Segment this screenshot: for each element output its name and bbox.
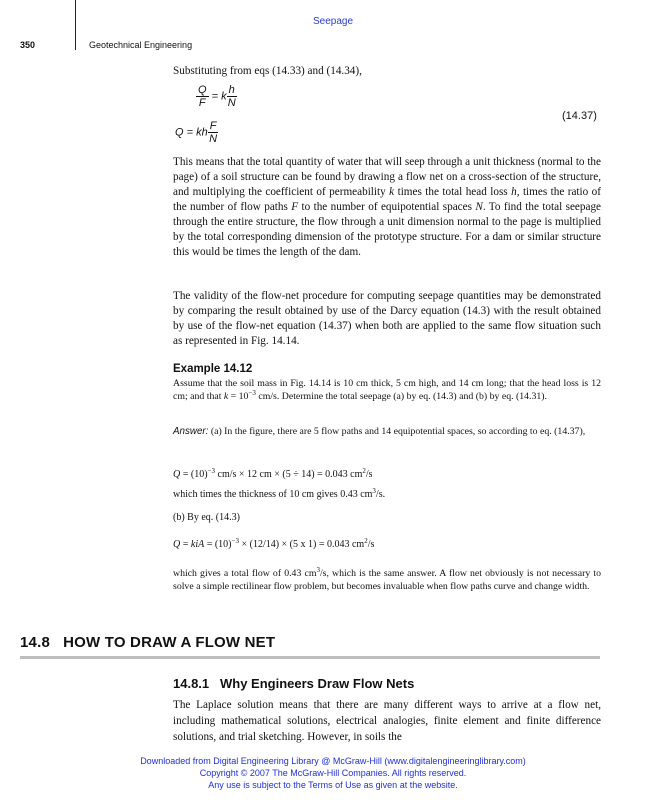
footer-copyright-line: Copyright © 2007 The McGraw-Hill Companies. All rights reserved. [199,768,467,778]
example-title: Example 14.12 [173,363,253,375]
equation-line-2: Q = kh $\frac{F}{N}$ [175,120,218,145]
answer-equation-b: Q = kiA = $(10)^{-3} \times (12/14) \times (5$ x 1) = 0.043 $cm^2/s$ [173,537,375,550]
part-b-label: (b) By eq. (14.3) [173,512,240,523]
section-rule [20,656,600,659]
equation-line-1: $\frac{Q}{F}$ = k $\frac{h}{N}$ [198,84,236,109]
equation-number: (14.37) [562,110,597,122]
example-statement: Assume that the soil mass in Fig. 14.14 is 10 cm thick, 5 cm high, and 14 cm long; that the head loss is 12 cm; and that $k = 10^{-3}$ cm/s. Determine the total seepage (a) by eq. (14.3) and (b) by eq. (14.31). [173,378,601,402]
example-answer: Answer: (a) In the figure, there are 5 flow paths and 14 equipotential spaces, so according to eq. (14.37), [173,426,586,437]
paragraph-flow-net-quantity: This means that the total quantity of water that will seep through a unit thickness (normal to the page) of a soil structure can be found by drawing a flow net on a cross-section of the structure, and multiplying the coefficient of permeability k times the total head loss h, times the ratio of the number of flow paths F to the number of equipotential spaces N. To find the total seepage through the entire structure, the flow through a unit dimension normal to the page is multiplied by the total corresponding dimension of the prototype structure. For a dam or similar structure this would be times the length of the dam. [173,156,602,258]
fraction-f-n: $\frac{F}{N}$ [209,120,218,145]
subsection-heading: 14.8.1 Why Engineers Draw Flow Nets [173,676,415,691]
running-header: Seepage [312,16,354,27]
footer-terms-line: Any use is subject to the Terms of Use as given at the website. [208,780,458,790]
thickness-line: which times the thickness of 10 cm gives 0.43 $cm^3/s$. [173,487,386,500]
fraction-q-f: $\frac{Q}{F}$ [198,84,207,109]
page-number: 350 [20,40,36,50]
paragraph-validity: The validity of the flow-net procedure for computing seepage quantities may be demonstrated by comparing the result obtained by use of the Darcy equation (14.3) with the result obtained by use of the flow-net equation (14.37) when both are applied to the same flow situation such as represented in Fig. 14.14. [173,290,601,347]
book-title: Geotechnical Engineering [89,40,193,50]
fraction-h-n: $\frac{h}{N}$ [227,84,236,109]
intro-text: Substituting from eqs (14.33) and (14.34), [173,65,362,77]
example-conclusion: which gives a total flow of 0.43 $cm^3/s$, which is the same answer. A flow net obviously is not necessary to solve a simple rectilinear flow problem, but becomes invaluable when flow paths curve and change width. [173,566,601,592]
answer-equation-a: $Q = (10)^{-3}$ cm/s × 12 cm × (5 ÷ 14) = 0.043 $cm^2/s$ [173,467,373,480]
footer-download-line: Downloaded from Digital Engineering Library @ McGraw-Hill (www.digitalengineeringlibrary.com) [140,756,526,766]
section-paragraph: The Laplace solution means that there are many different ways to arrive at a flow net, including mathematical solutions, electrical analogies, finite element and finite difference solutions, and trial sketching. However, in soils the [173,699,601,743]
section-heading: 14.8 HOW TO DRAW A FLOW NET [20,634,276,651]
